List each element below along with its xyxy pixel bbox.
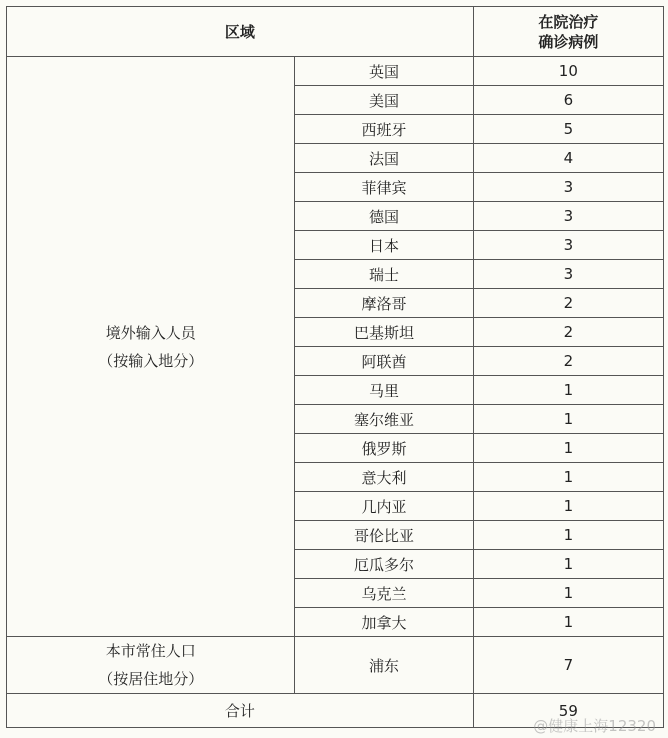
- count-cell: 1: [473, 550, 663, 579]
- header-row: [7, 7, 664, 57]
- country-cell: 意大利: [295, 463, 473, 492]
- count-cell: 1: [473, 492, 663, 521]
- country-cell: 德国: [295, 202, 473, 231]
- country-cell: 塞尔维亚: [295, 405, 473, 434]
- country-cell: 哥伦比亚: [295, 521, 473, 550]
- table-row: [7, 57, 664, 86]
- country-cell: 美国: [295, 86, 473, 115]
- imported-label-line1: 境外输入人员: [105, 323, 196, 342]
- resident-row: [7, 637, 664, 694]
- resident-region-label: [7, 637, 295, 694]
- district-cell: 浦东: [295, 637, 473, 694]
- country-cell: 厄瓜多尔: [295, 550, 473, 579]
- count-cell: 3: [473, 173, 663, 202]
- country-cell: 几内亚: [295, 492, 473, 521]
- country-cell: 马里: [295, 376, 473, 405]
- count-cell: 2: [473, 318, 663, 347]
- count-cell: 1: [473, 608, 663, 637]
- resident-label-line1: 本市常住人口: [105, 642, 196, 660]
- cases-header-line1: 在院治疗: [538, 12, 599, 31]
- count-cell: 1: [473, 434, 663, 463]
- country-cell: 俄罗斯: [295, 434, 473, 463]
- count-cell: 10: [473, 57, 663, 86]
- count-cell: 1: [473, 463, 663, 492]
- country-cell: 西班牙: [295, 115, 473, 144]
- country-cell: 乌克兰: [295, 579, 473, 608]
- total-label: 合计: [7, 694, 474, 728]
- count-cell: 5: [473, 115, 663, 144]
- cases-header: [473, 7, 663, 57]
- country-cell: 英国: [295, 57, 473, 86]
- country-cell: 菲律宾: [295, 173, 473, 202]
- country-cell: 巴基斯坦: [295, 318, 473, 347]
- count-cell: 3: [473, 260, 663, 289]
- country-cell: 瑞士: [295, 260, 473, 289]
- cases-header-line2: 确诊病例: [538, 32, 599, 51]
- country-cell: 加拿大: [295, 608, 473, 637]
- count-cell: 3: [473, 202, 663, 231]
- count-cell: 7: [473, 637, 663, 694]
- count-cell: 2: [473, 289, 663, 318]
- count-cell: 6: [473, 86, 663, 115]
- count-cell: 3: [473, 231, 663, 260]
- count-cell: 1: [473, 376, 663, 405]
- case-table: [6, 6, 664, 728]
- count-cell: 4: [473, 144, 663, 173]
- country-cell: 日本: [295, 231, 473, 260]
- imported-region-label: [7, 57, 295, 637]
- count-cell: 1: [473, 521, 663, 550]
- country-cell: 阿联酋: [295, 347, 473, 376]
- count-cell: 2: [473, 347, 663, 376]
- imported-label-line2: （按输入地分）: [98, 351, 204, 370]
- country-cell: 摩洛哥: [295, 289, 473, 318]
- total-count: 59: [473, 694, 663, 728]
- count-cell: 1: [473, 579, 663, 608]
- area-header: 区域: [7, 7, 474, 57]
- count-cell: 1: [473, 405, 663, 434]
- resident-label-line2: （按居住地分）: [98, 670, 204, 688]
- country-cell: 法国: [295, 144, 473, 173]
- weibo-watermark: @健康上海12320: [533, 717, 656, 735]
